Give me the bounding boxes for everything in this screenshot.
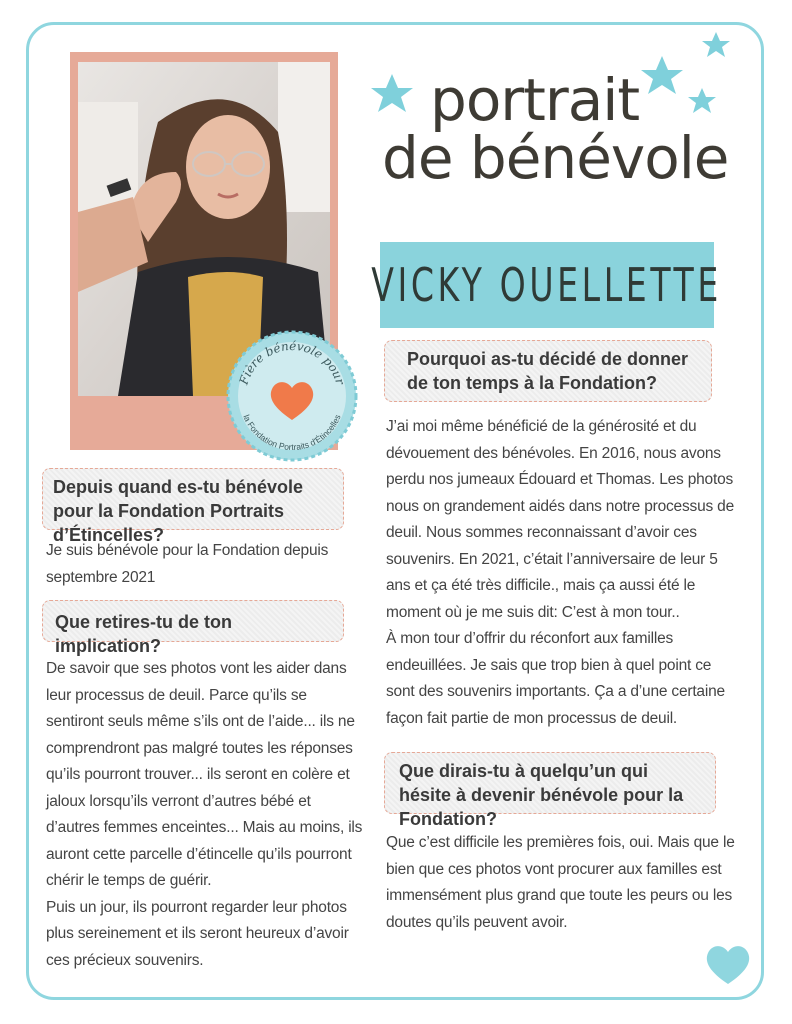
answer-paragraph-1: J’ai moi même bénéficié de la générosité et du dévouement des bénévoles. En 2016, nous avons perdu nos jumeaux Édouard et Thomas. Les photos nous on grandement aidés dans notre processus de deuil. Nous sommes reconnaissant d’avoir ces souvenirs. En 2021, c’était l’anniversaire de leur 5 ans et ça été très difficile., mais ça aussi été le moment où je me suis dit: C’est à mon tour.. [386, 418, 734, 621]
answer-why-donate-time [386, 414, 738, 732]
answer-text: Que c’est difficile les premières fois, oui. Mais que le bien que ces photos vont procurer aux familles est immensément plus grand que toute les peurs ou les doutes qu’ils peuvent avoir. [386, 834, 735, 931]
question-advice-hesitant: Que dirais-tu à quelqu’un qui hésite à devenir bénévole pour la Fondation? [384, 752, 716, 814]
badge-top-arc: Fière bénévole pour [236, 338, 348, 387]
question-since-when: Depuis quand es-tu bénévole pour la Fondation Portraits d’Étincelles? [42, 468, 344, 530]
volunteer-name: VICKY OUELLETTE [371, 258, 723, 312]
answer-paragraph-2: À mon tour d’offrir du réconfort aux familles endeuillées. Je sais que trop bien à quel point ce sont des souvenirs importants. Ça a d’une certaine façon fait partie de mon processus de deuil. [386, 630, 725, 727]
badge-bottom-arc: la Fondation Portraits d'Étincelles [241, 413, 343, 453]
heart-icon [704, 942, 752, 986]
answer-paragraph-1: De savoir que ses photos vont les aider dans leur processus de deuil. Parce qu’ils se sentiront seuls même s’ils ont de l’aide... ils ne comprendront pas malgré toutes les réponses qu’ils pourront trouver... ils seront en colère et jaloux lorsqu’ils verront d’autres bébé et d’autres femmes enceintes... Mais au moins, ils auront cette parcelle d’étincelle qu’ils pourront chérir le temps de guérir. [46, 660, 363, 889]
answer-paragraph-2: Puis un jour, ils pourront regarder leur photos plus sereinement et ils seront heureux d’avoir ces précieux souvenirs. [46, 898, 349, 969]
page-title-line1: portrait [430, 66, 640, 134]
answer-advice-hesitant [386, 830, 736, 936]
question-what-you-gain: Que retires-tu de ton implication? [42, 600, 344, 642]
answer-text: Je suis bénévole pour la Fondation depuis septembre 2021 [46, 542, 329, 586]
answer-since-when [46, 538, 346, 591]
page-title-line2: de bénévole [382, 124, 729, 192]
volunteer-badge [224, 328, 360, 464]
answer-what-you-gain [46, 656, 364, 974]
question-why-donate-time: Pourquoi as-tu décidé de donner de ton temps à la Fondation? [384, 340, 712, 402]
name-banner [371, 242, 723, 328]
